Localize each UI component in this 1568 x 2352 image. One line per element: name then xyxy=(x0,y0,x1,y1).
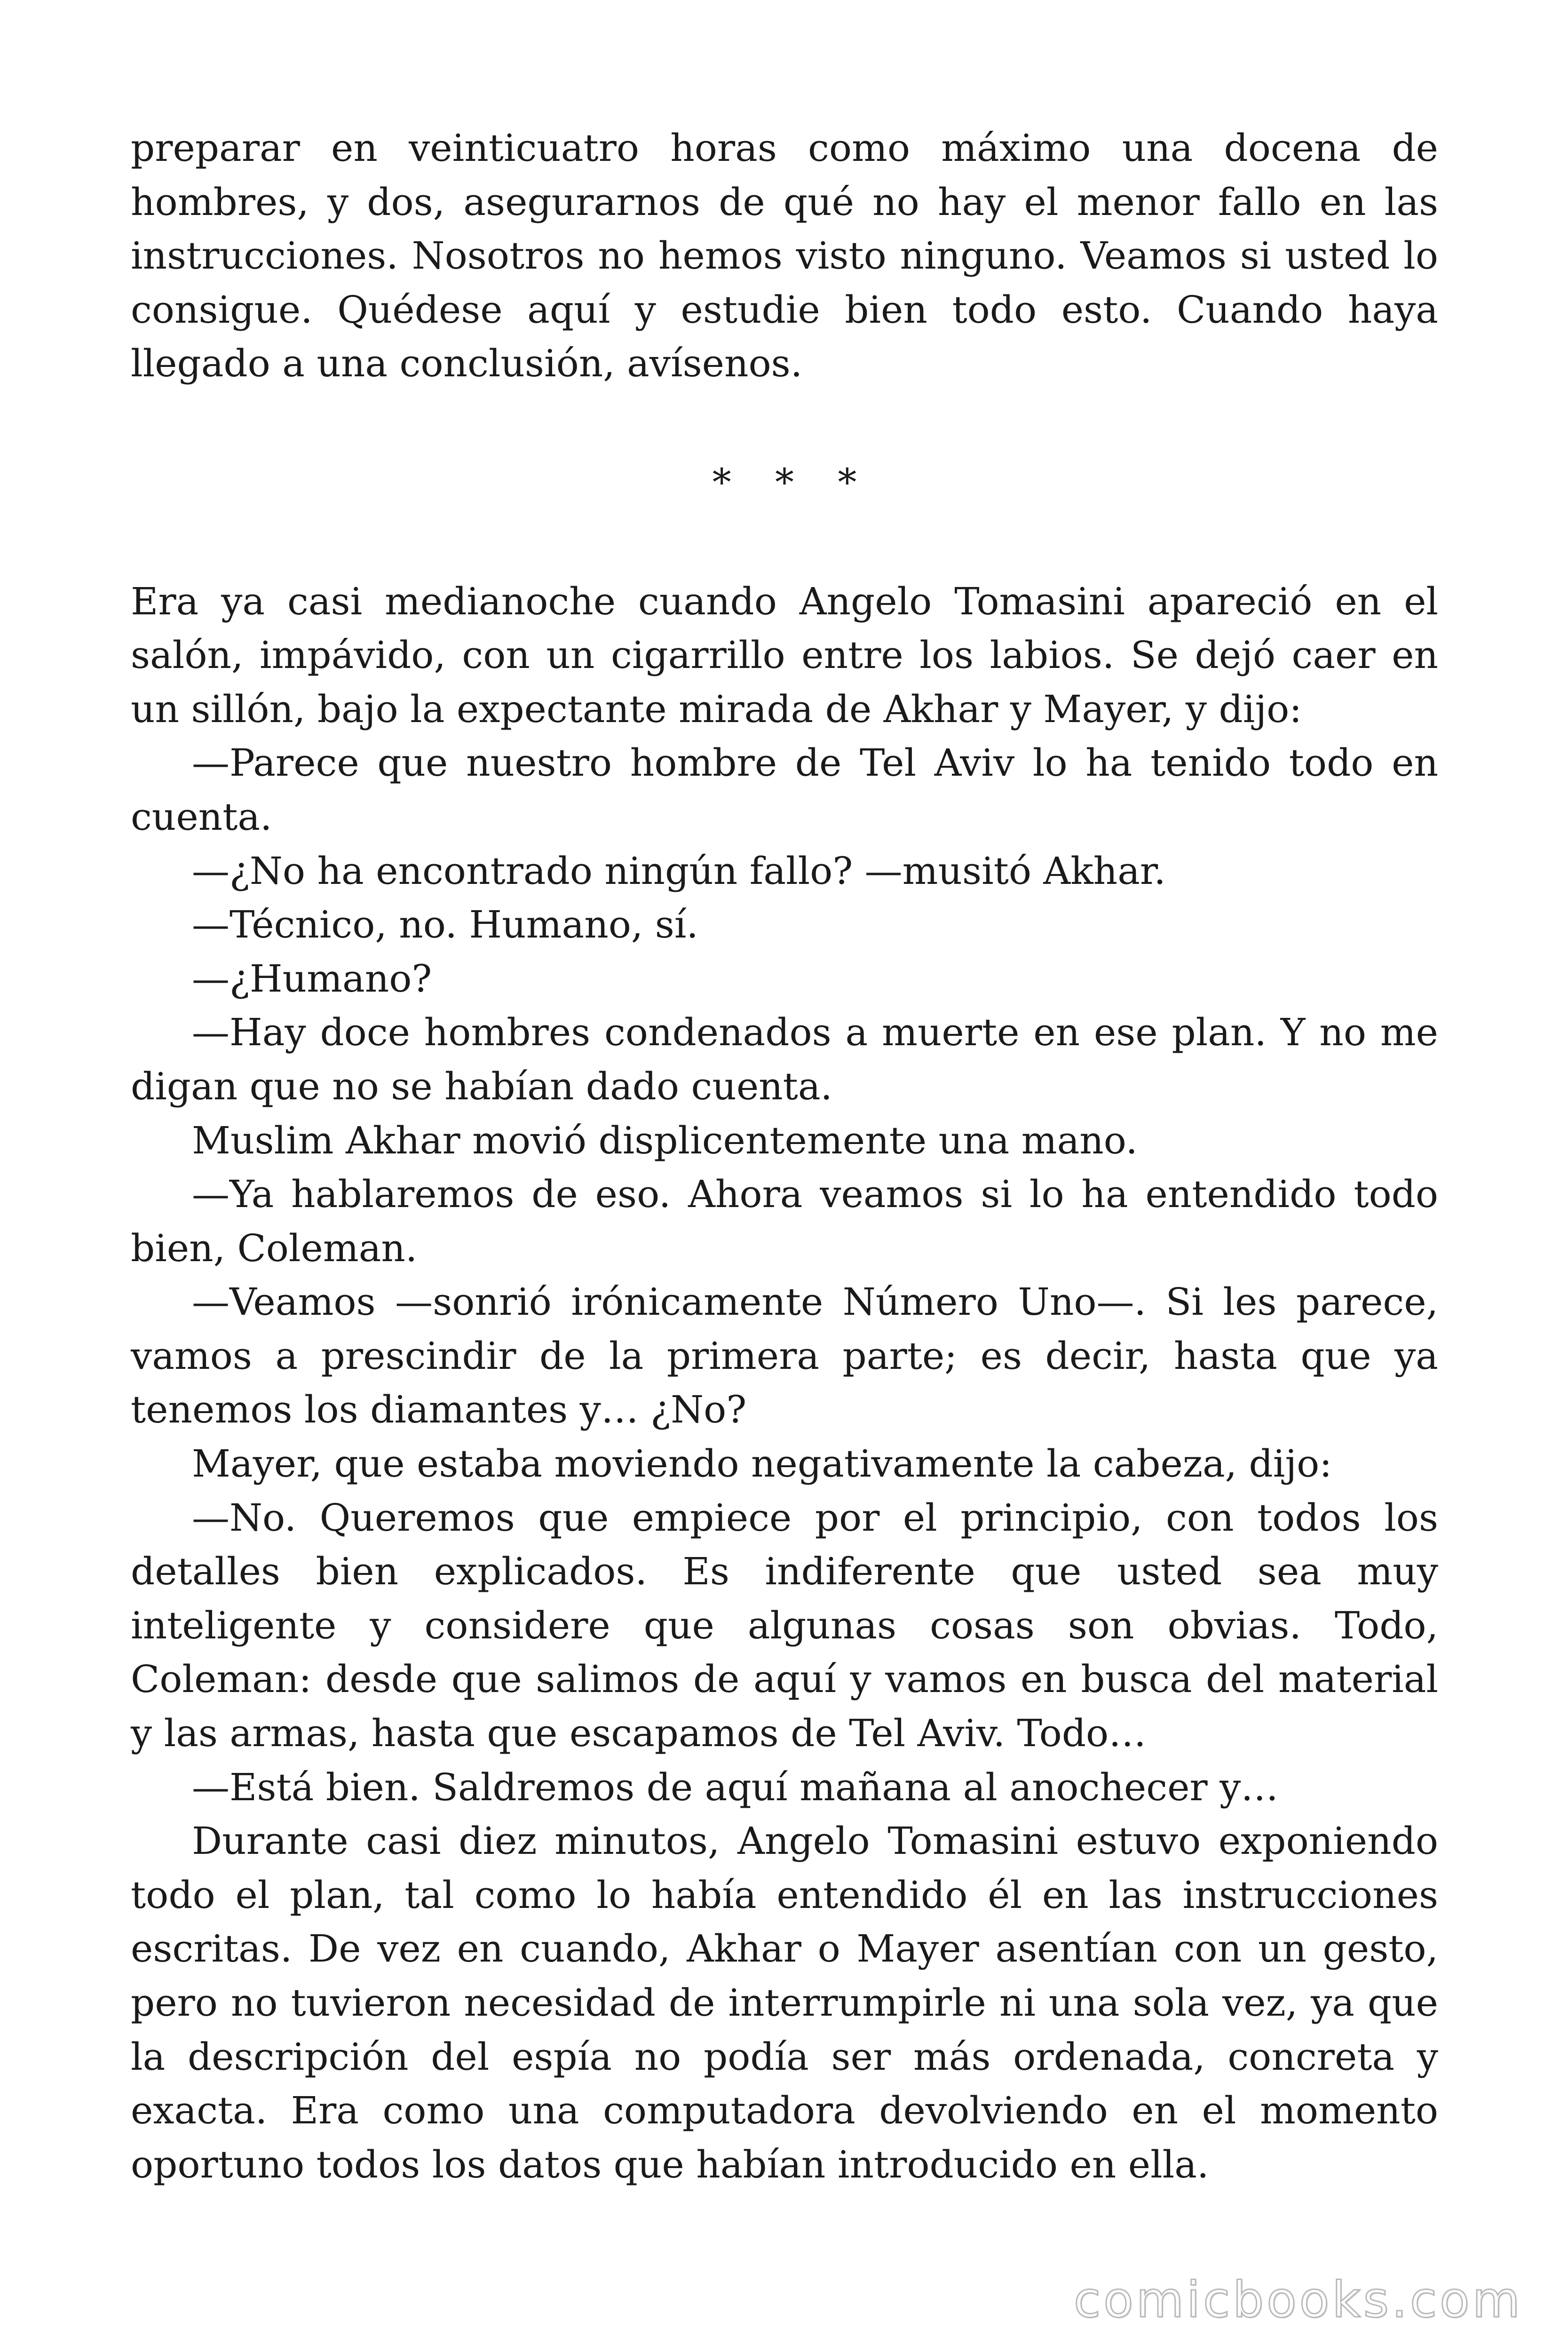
dialogue-line: —Parece que nuestro hombre de Tel Aviv lo ha tenido todo en cuenta. xyxy=(131,741,1438,839)
paragraph-opening: Era ya casi medianoche cuando Angelo Tomasini apareció en el salón, impávido, con un cigarrillo entre los labios. Se dejó caer en un sillón, bajo la expectante mirada de Akhar y Mayer, y dijo: xyxy=(131,579,1438,731)
dialogue-line: —Técnico, no. Humano, sí. xyxy=(192,903,698,947)
dialogue-line: —Veamos —sonrió irónicamente Número Uno—. Si les parece, vamos a prescindir de la primera parte; es decir, hasta que ya tenemos los diamantes y… ¿No? xyxy=(131,1280,1438,1432)
dialogue-line: —Ya hablaremos de eso. Ahora veamos si lo ha entendido todo bien, Coleman. xyxy=(131,1172,1438,1270)
narration-line: Muslim Akhar movió displicentemente una mano. xyxy=(192,1118,1138,1162)
section-break: * * * xyxy=(712,460,873,504)
dialogue-line: —Está bien. Saldremos de aquí mañana al anochecer y… xyxy=(192,1765,1279,1809)
top-paragraph: preparar en veinticuatro horas como máximo una docena de hombres, y dos, asegurarnos de qué no hay el menor fallo en las instrucciones. Nosotros no hemos visto ninguno. Veamos si usted lo consigue. Quédese aquí y estudie bien todo esto. Cuando haya llegado a una conclusión, avísenos. xyxy=(131,126,1438,386)
dialogue-line: —Hay doce hombres condenados a muerte en ese plan. Y no me digan que no se habían dado cuenta. xyxy=(131,1010,1438,1108)
dialogue-line: —No. Queremos que empiece por el principio, con todos los detalles bien explicados. Es indiferente que usted sea muy inteligente y considere que algunas cosas son obvias. Todo, Coleman: desde que salimos de aquí y vamos en busca del material y las armas, hasta que escapamos de Tel Aviv. Todo… xyxy=(131,1495,1438,1756)
narration-paragraph: Durante casi diez minutos, Angelo Tomasini estuvo exponiendo todo el plan, tal como lo había entendido él en las instrucciones escritas. De vez en cuando, Akhar o Mayer asentían con un gesto, pero no tuvieron necesidad de interrumpirle ni una sola vez, ya que la descripción del espía no podía ser más ordenada, concreta y exacta. Era como una computadora devolviendo en el momento oportuno todos los datos que habían introducido en ella. xyxy=(131,1819,1438,2186)
page-text xyxy=(131,121,1438,2192)
narration-line: Mayer, que estaba moviendo negativamente la cabeza, dijo: xyxy=(192,1442,1332,1486)
watermark: comicbooks.com xyxy=(1073,2271,1523,2328)
dialogue-line: —¿Humano? xyxy=(192,956,432,1001)
dialogue-line: —¿No ha encontrado ningún fallo? —musitó Akhar. xyxy=(192,849,1166,893)
